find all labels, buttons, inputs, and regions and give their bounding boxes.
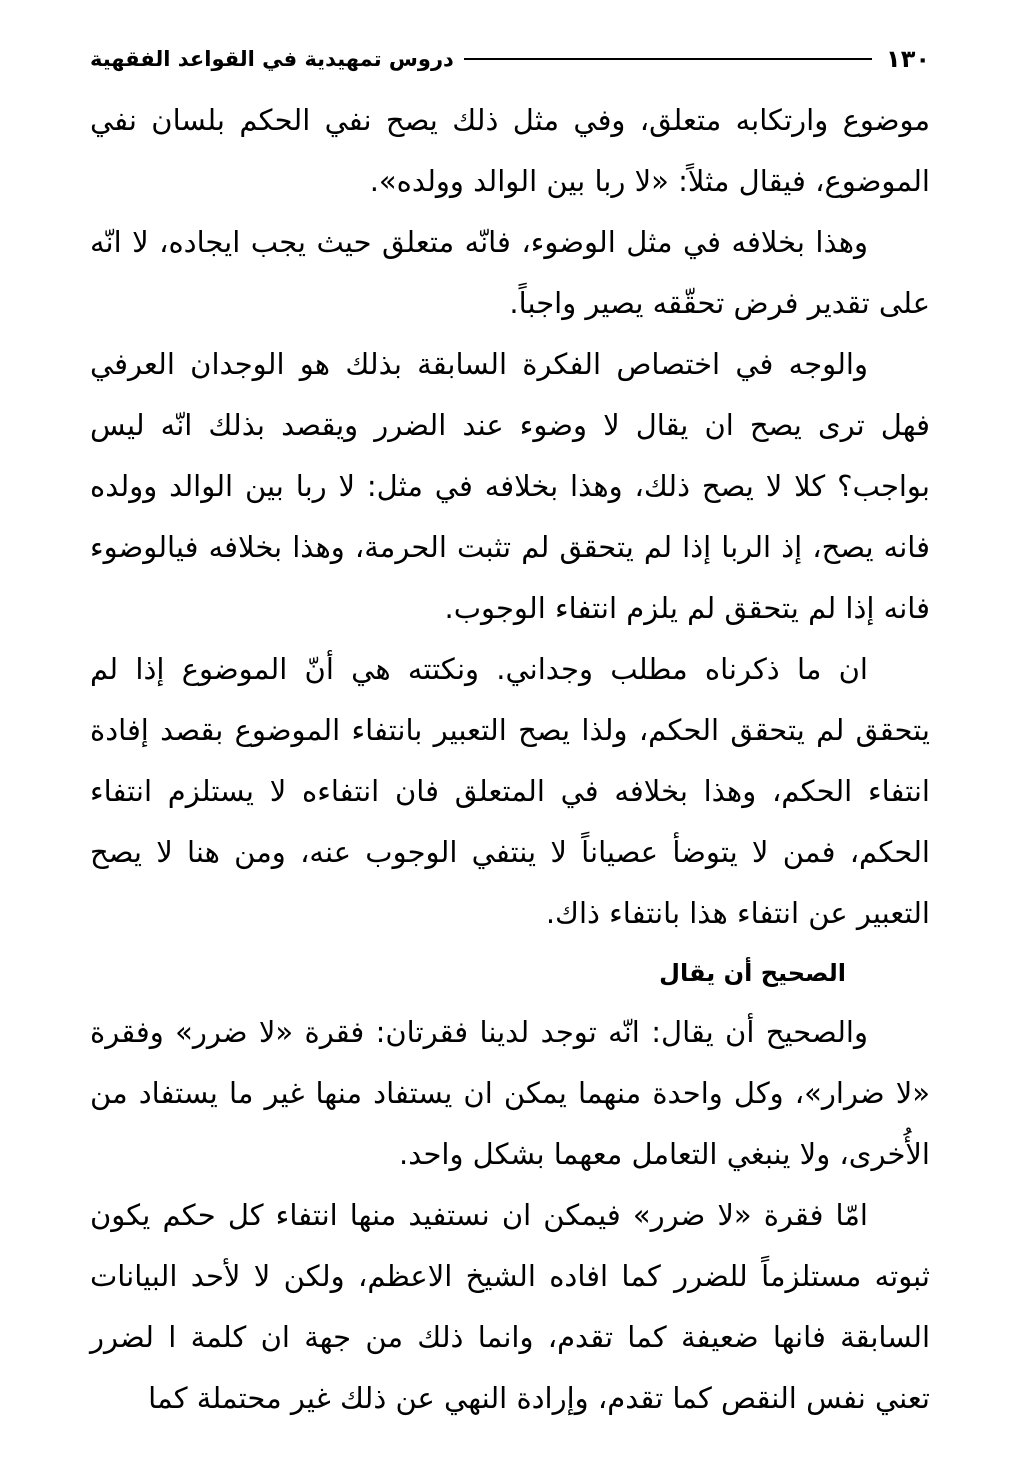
header-rule [464,58,872,60]
running-header [90,36,930,82]
body-text [90,90,930,1429]
paragraph-intuitive-point: ان ما ذكرناه مطلب وجداني. ونكتته هي أنّ الموضوع إذا لم يتحقق لم يتحقق الحكم، ولذا يصح التعبير بانتفاء الموضوع بقصد إفادة انتفاء الحكم، وهذا بخلافه في المتعلق فان انتفاءه لا يستلزم انتفاء الحكم، فمن لا يتوضأ عصياناً لا ينتفي الوجوب عنه، ومن هنا لا يصح التعبير عن انتفاء هذا بانتفاء ذاك. [90,652,930,930]
paragraph-la-darar: امّا فقرة «لا ضرر» فيمكن ان نستفيد منها انتفاء كل حكم يكون ثبوته مستلزماً للضرر كما افاده الشيخ الاعظم، ولكن لا لأحد البيانات السابقة فانها ضعيفة كما تقدم، وانما ذلك من جهة ان كلمة ا لضرر تعني نفس النقص كما تقدم، وإرادة النهي عن ذلك غير محتملة كما [90,1198,930,1415]
book-page [90,36,930,1446]
page-number: ١٣٠ [886,45,930,73]
paragraph-two-phrases: والصحيح أن يقال: انّه توجد لدينا فقرتان: فقرة «لا ضرر» وفقرة «لا ضرار»، وكل واحدة منهما يمكن ان يستفاد منها غير ما يستفاد من الأُخرى، ولا ينبغي التعامل معهما بشكل واحد. [90,1015,930,1171]
book-title: دروس تمهيدية في القواعد الفقهية [90,47,454,71]
section-heading: الصحيح أن يقال [659,959,846,987]
paragraph-continuation: موضوع وارتكابه متعلق، وفي مثل ذلك يصح نفي الحكم بلسان نفي الموضوع، فيقال مثلاً: «لا ربا بين الوالد وولده». [90,103,930,198]
paragraph-wudu-contrast: وهذا بخلافه في مثل الوضوء، فانّه متعلق حيث يجب ايجاده، لا انّه على تقدير فرض تحقّقه يصير واجباً. [90,225,930,320]
paragraph-customary-intuition: والوجه في اختصاص الفكرة السابقة بذلك هو الوجدان العرفي فهل ترى يصح ان يقال لا وضوء عند الضرر ويقصد بذلك انّه ليس بواجب؟ كلا لا يصح ذلك، وهذا بخلافه في مثل: لا ربا بين الوالد وولده فانه يصح، إذ الربا إذا لم يتحقق لم تثبت الحرمة، وهذا بخلافه فيالوضوء فانه إذا لم يتحقق لم يلزم انتفاء الوجوب. [90,347,930,625]
